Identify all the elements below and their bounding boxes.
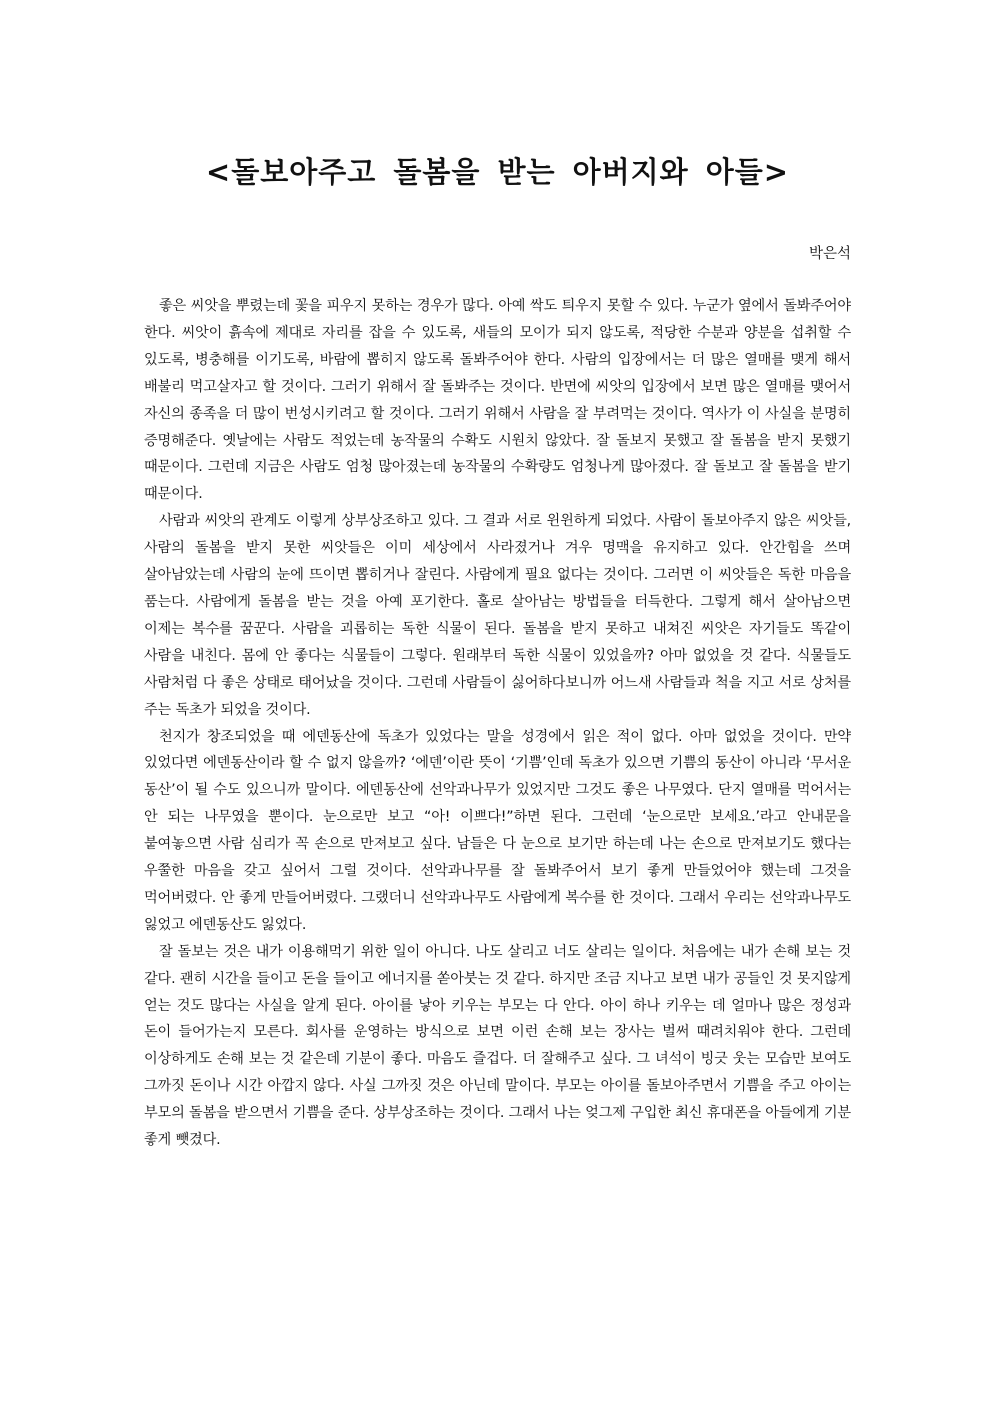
paragraph-1: 좋은 씨앗을 뿌렸는데 꽃을 피우지 못하는 경우가 많다. 아예 싹도 틔우지 못할 수 있다. 누군가 옆에서 돌봐주어야 한다. 씨앗이 흙속에 제대로 자리를 잡을 수 있도록, 새들의 모이가 되지 않도록, 적당한 수분과 양분을 섭취할 수 있도록, 병충해를 이기도록, 바람에 뽑히지 않도록 돌봐주어야 한다. 사람의 입장에서는 더 많은 열매를 맺게 해서 배불리 먹고살자고 할 것이다. 그러기 위해서 잘 돌봐주는 것이다. 반면에 씨앗의 입장에서 보면 많은 열매를 맺어서 자신의 종족을 더 많이 번성시키려고 할 것이다. 그러기 위해서 사람을 잘 부려먹는 것이다. 역사가 이 사실을 분명히 증명해준다. 옛날에는 사람도 적었는데 농작물의 수확도 시원치 않았다. 잘 돌보지 못했고 잘 돌봄을 받지 못했기 때문이다. 그런데 지금은 사람도 엄청 많아졌는데 농작물의 수확량도 엄청나게 많아졌다. 잘 돌보고 잘 돌봄을 받기 때문이다. [144,298,851,503]
paragraph-3: 천지가 창조되었을 때 에덴동산에 독초가 있었다는 말을 성경에서 읽은 적이 없다. 아마 없었을 것이다. 만약 있었다면 에덴동산이라 할 수 없지 않을까? ‘에덴’이란 뜻이 ‘기쁨’인데 독초가 있으면 기쁨의 동산이 아니라 ‘무서운 동산’이 될 수도 있으니까 말이다. 에덴동산에 선악과나무가 있었지만 그것도 좋은 나무였다. 단지 열매를 먹어서는 안 되는 나무였을 뿐이다. 눈으로만 보고 “아! 이쁘다!”하면 된다. 그런데 ‘눈으로만 보세요.’라고 안내문을 붙여놓으면 사람 심리가 꼭 손으로 만져보고 싶다. 남들은 다 눈으로 보기만 하는데 나는 손으로 만져보기도 했다는 우쭐한 마음을 갖고 싶어서 그럴 것이다. 선악과나무를 잘 돌봐주어서 보기 좋게 만들었어야 했는데 그것을 먹어버렸다. 안 좋게 만들어버렸다. 그랬더니 선악과나무도 사람에게 복수를 한 것이다. 그래서 우리는 선악과나무도 잃었고 에덴동산도 잃었다. [144,728,851,933]
document-title: <돌보아주고 돌봄을 받는 아버지와 아들> [205,155,790,189]
paragraph-2: 사람과 씨앗의 관계도 이렇게 상부상조하고 있다. 그 결과 서로 윈윈하게 되었다. 사람이 돌보아주지 않은 씨앗들, 사람의 돌봄을 받지 못한 씨앗들은 이미 세상에서 사라졌거나 겨우 명맥을 유지하고 있다. 안간힘을 쓰며 살아남았는데 사람의 눈에 뜨이면 뽑히거나 잘린다. 사람에게 필요 없다는 것이다. 그러면 이 씨앗들은 독한 마음을 품는다. 사람에게 돌봄을 받는 것을 아예 포기한다. 홀로 살아남는 방법들을 터득한다. 그렇게 해서 살아남으면 이제는 복수를 꿈꾼다. 사람을 괴롭히는 독한 식물이 된다. 돌봄을 받지 못하고 내쳐진 씨앗은 자기들도 똑같이 사람을 내친다. 몸에 안 좋다는 식물들이 그렇다. 원래부터 독한 식물이 있었을까? 아마 없었을 것 같다. 식물들도 사람처럼 다 좋은 상태로 태어났을 것이다. 그런데 사람들이 싫어하다보니까 어느새 사람들과 척을 지고 서로 상처를 주는 독초가 되었을 것이다. [144,513,851,718]
document-body [144,293,851,1154]
paragraph-4: 잘 돌보는 것은 내가 이용해먹기 위한 일이 아니다. 나도 살리고 너도 살리는 일이다. 처음에는 내가 손해 보는 것 같다. 괜히 시간을 들이고 돈을 들이고 에너지를 쏟아붓는 것 같다. 하지만 조금 지나고 보면 내가 공들인 것 못지않게 얻는 것도 많다는 사실을 알게 된다. 아이를 낳아 키우는 부모는 다 안다. 아이 하나 키우는 데 얼마나 많은 정성과 돈이 들어가는지 모른다. 회사를 운영하는 방식으로 보면 이런 손해 보는 장사는 벌써 때려치워야 한다. 그런데 이상하게도 손해 보는 것 같은데 기분이 좋다. 마음도 즐겁다. 더 잘해주고 싶다. 그 녀석이 빙긋 웃는 모습만 보여도 그까짓 돈이나 시간 아깝지 않다. 사실 그까짓 것은 아닌데 말이다. 부모는 아이를 돌보아주면서 기쁨을 주고 아이는 부모의 돌봄을 받으면서 기쁨을 준다. 상부상조하는 것이다. 그래서 나는 엊그제 구입한 최신 휴대폰을 아들에게 기분 좋게 뺏겼다. [144,943,851,1149]
author-name: 박은석 [808,246,851,262]
